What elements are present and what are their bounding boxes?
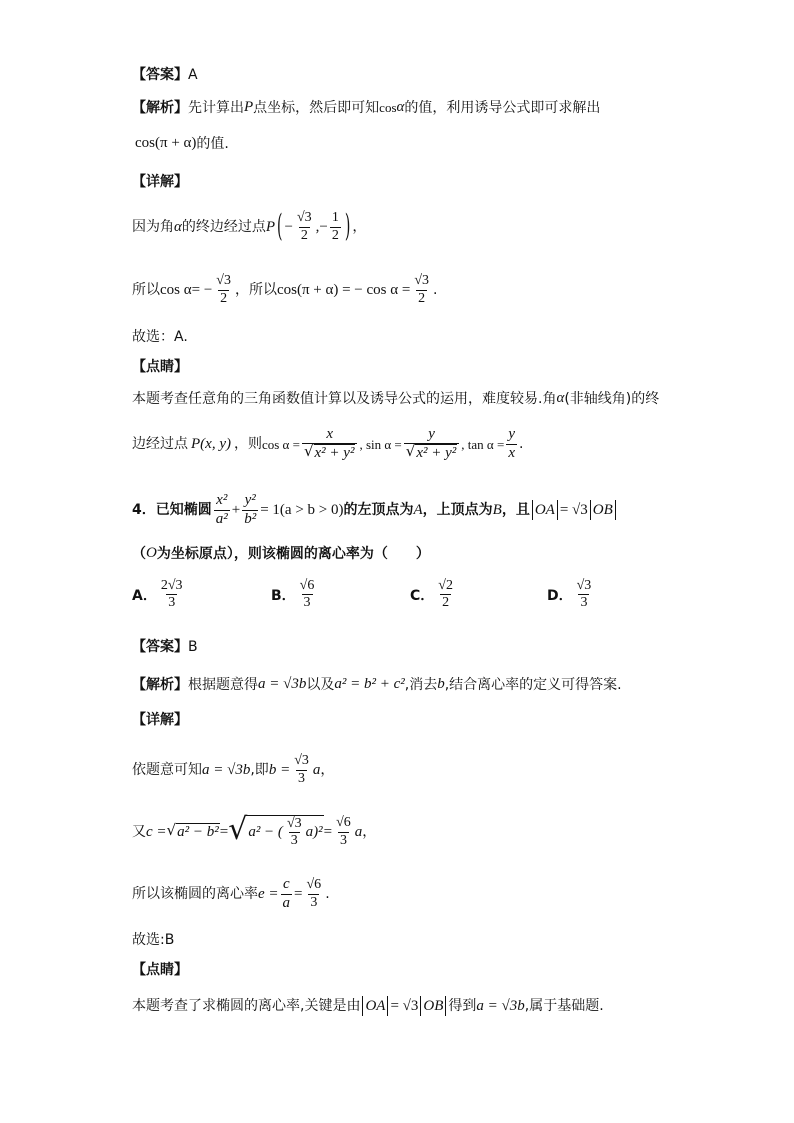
text: 以及 <box>306 676 335 693</box>
q3-comment-line-2 <box>132 422 523 466</box>
text: ，所以 <box>234 282 277 298</box>
text: ,属于基础题. <box>524 998 604 1014</box>
analysis-label: 【解析】 <box>132 676 188 693</box>
text: ,消去 <box>404 676 438 693</box>
math-cos-pi-alpha-eq: cos(π + α) = − cos α = <box>276 281 411 298</box>
math-tan-eq: , tan α = <box>461 436 505 452</box>
minus-sign: − <box>284 218 293 235</box>
frac-sqrt6-over-3: $\frac{√6}{3}$ <box>306 877 322 910</box>
answer-label: 【答案】 <box>132 639 188 655</box>
math-eq: = <box>323 823 333 840</box>
math-OA: OA <box>365 997 386 1014</box>
frac-sqrt3-over-2: $\frac{√3}{2}$ <box>216 273 231 306</box>
frac-y-over-r: y √ x² + y² <box>404 426 460 462</box>
option-label: B． <box>271 587 296 604</box>
option-label: C． <box>410 587 435 604</box>
text: 的左顶点为 <box>343 502 414 518</box>
text: 得到 <box>448 998 477 1014</box>
q4-detail-line-3 <box>132 872 330 916</box>
text: ， <box>320 762 335 778</box>
q4-comment-line <box>132 996 604 1016</box>
text: . <box>325 886 330 902</box>
math-eq-sqrt3: = √3 <box>390 997 419 1014</box>
frac-x-over-r: x √ x² + y² <box>302 426 358 462</box>
math-P: P <box>244 99 254 115</box>
math-a-eq: a = √3b <box>202 761 251 778</box>
text: 的值，利用诱导公式即可求解出 <box>404 99 601 116</box>
q3-detail-heading <box>132 175 188 189</box>
q4-detail-line-1 <box>132 748 334 792</box>
detail-label: 【详解】 <box>132 174 188 190</box>
text: 根据题意得 <box>188 676 258 693</box>
option-frac: $\frac{√6}{3}$ <box>299 578 315 611</box>
math-OB: OB <box>423 997 444 1014</box>
q4-answer-value: B <box>188 639 198 655</box>
text: . <box>518 436 524 452</box>
text: 因为角 <box>132 219 174 235</box>
math-sin-eq: , sin α = <box>359 436 402 452</box>
text: ，且 <box>501 502 530 518</box>
text: . <box>433 282 438 298</box>
math-OB: OB <box>592 501 613 518</box>
option-frac: $\frac{√3}{3}$ <box>576 578 592 611</box>
frac-x2-a2: $\frac{\text{x²}}{\text{a²}}$ <box>215 492 228 527</box>
q4-stem-line-1: 4． 已知椭圆 $\frac{\text{x²}}{\text{a²}}$ + $\frac{\text{y²}}{\text{b²}}$ = 1(a > b > 0) 的左顶点为 A ，上顶点为 B ，且 OA = √3 OB <box>132 490 618 530</box>
text: 已知椭圆 <box>155 502 212 518</box>
detail-label: 【详解】 <box>132 712 188 728</box>
math-cos-alpha: cos α <box>160 281 192 298</box>
math-a: a <box>312 761 321 778</box>
math-e-eq: e = <box>258 885 279 902</box>
math-alpha: α <box>174 218 182 235</box>
math-alpha: α <box>396 99 405 115</box>
comma-minus: ,− <box>315 218 328 235</box>
q3-analysis-line-2 <box>135 136 229 151</box>
text: ,结合离心率的定义可得答案. <box>444 676 622 693</box>
text: 故选:B <box>132 932 175 948</box>
text: 先计算出 <box>188 99 244 116</box>
option-b[interactable] <box>271 578 318 611</box>
text: 的值. <box>196 135 229 152</box>
text: 所以该椭圆的离心率 <box>132 886 258 902</box>
text: ， <box>352 219 367 235</box>
q3-comment-heading <box>132 360 188 374</box>
right-paren: ) <box>344 209 351 245</box>
comment-label: 【点睛】 <box>132 962 188 978</box>
text: 所以 <box>132 282 160 298</box>
text: ， <box>362 824 377 840</box>
math-eq-sqrt3: = √3 <box>559 501 588 518</box>
answer-label: 【答案】 <box>132 67 188 83</box>
math-cos-pi-alpha: cos(π + α) <box>135 135 197 151</box>
math-eq: = <box>219 823 229 840</box>
q3-analysis-line-1 <box>132 100 600 115</box>
text: (非轴线角)的终 <box>564 390 660 407</box>
math-c-eq: c = <box>146 823 167 840</box>
math-b-eq: b = <box>268 761 291 778</box>
frac-sqrt3-over-3: $\frac{√3}{3}$ <box>294 753 309 786</box>
q3-detail-line-1 <box>132 205 366 249</box>
q4-choose <box>132 933 174 947</box>
q3-detail-line-2 <box>132 268 437 312</box>
math-a2-eq: a² = b² + c² <box>334 676 405 692</box>
option-d[interactable] <box>547 578 595 611</box>
option-a[interactable] <box>132 578 187 611</box>
math-b: b <box>437 676 445 692</box>
math-eq: = <box>294 885 303 902</box>
math-cos-eq: cos α = <box>261 436 300 452</box>
text: ，上顶点为 <box>422 502 493 518</box>
math-eq: = 1(a > b > 0) <box>260 501 344 518</box>
sqrt-a2-b2: √ a² − b² <box>166 821 219 841</box>
q4-answer-line <box>132 640 198 654</box>
frac-sqrt6-over-3: $\frac{√6}{3}$ <box>336 815 351 848</box>
question-number: 4． <box>132 502 156 518</box>
sqrt-big: √ a² − ( $\frac{√3}{3}$ a)² <box>228 811 323 848</box>
option-label: A． <box>132 587 157 604</box>
q4-comment-heading <box>132 963 188 977</box>
q4-stem-line-2 <box>132 546 430 561</box>
math-O: O <box>146 545 157 561</box>
left-paren: ( <box>277 209 283 245</box>
option-frac: $\frac{√2}{2}$ <box>438 578 453 611</box>
math-eq-neg: = − <box>191 281 213 298</box>
comment-label: 【点睛】 <box>132 359 188 375</box>
math-B: B <box>492 501 502 518</box>
frac-1-over-2: $\frac{1}{2}$ <box>331 210 339 243</box>
math-OA: OA <box>534 501 555 518</box>
option-label: D． <box>547 587 573 604</box>
q4-detail-heading <box>132 713 188 727</box>
text: 依题意可知 <box>132 762 202 778</box>
math-a-eq: a = √3b <box>476 997 525 1014</box>
math-a-eq: a = √3b <box>258 676 307 692</box>
math-alpha: α <box>556 390 565 406</box>
math-P-xy: P(x, y) <box>191 435 231 452</box>
text: ,即 <box>250 762 269 778</box>
text: （ <box>132 545 146 562</box>
text: ，则 <box>233 436 262 452</box>
frac-y-over-x: $\frac{y}{x}$ <box>508 426 515 461</box>
option-c[interactable] <box>410 578 457 611</box>
frac-sqrt3-over-2: $\frac{√3}{2}$ <box>414 273 430 306</box>
frac-sqrt3-over-2: $\frac{√3}{2}$ <box>296 210 312 243</box>
text: 又 <box>132 824 146 840</box>
math-P: P <box>265 218 276 235</box>
option-frac: $\frac{2√3}{3}$ <box>160 578 183 611</box>
analysis-label: 【解析】 <box>132 99 188 116</box>
q3-choose <box>132 330 188 344</box>
q3-answer-line <box>132 68 198 82</box>
frac-c-over-a: $\frac{c}{a}$ <box>282 876 291 911</box>
text: 边经过点 <box>132 436 188 452</box>
text: 为坐标原点），则该椭圆的离心率为（ ） <box>156 545 430 562</box>
text: 的终边经过点 <box>181 219 266 235</box>
q4-detail-line-2 <box>132 808 376 856</box>
math-a: a <box>354 823 363 840</box>
text: 点坐标，然后即可知 <box>253 99 380 116</box>
text: 故选：A. <box>132 329 188 345</box>
q3-answer-value: A <box>188 67 198 83</box>
math-A: A <box>413 501 423 518</box>
text: 本题考查了求椭圆的离心率,关键是由 <box>132 998 361 1014</box>
q4-analysis-line <box>132 677 622 692</box>
frac-y2-b2: $\frac{\text{y²}}{\text{b²}}$ <box>244 492 257 527</box>
math-cos: cos <box>379 100 397 115</box>
q3-comment-line-1 <box>132 391 659 406</box>
text: 本题考查任意角的三角函数值计算以及诱导公式的运用，难度较易.角 <box>132 390 557 407</box>
